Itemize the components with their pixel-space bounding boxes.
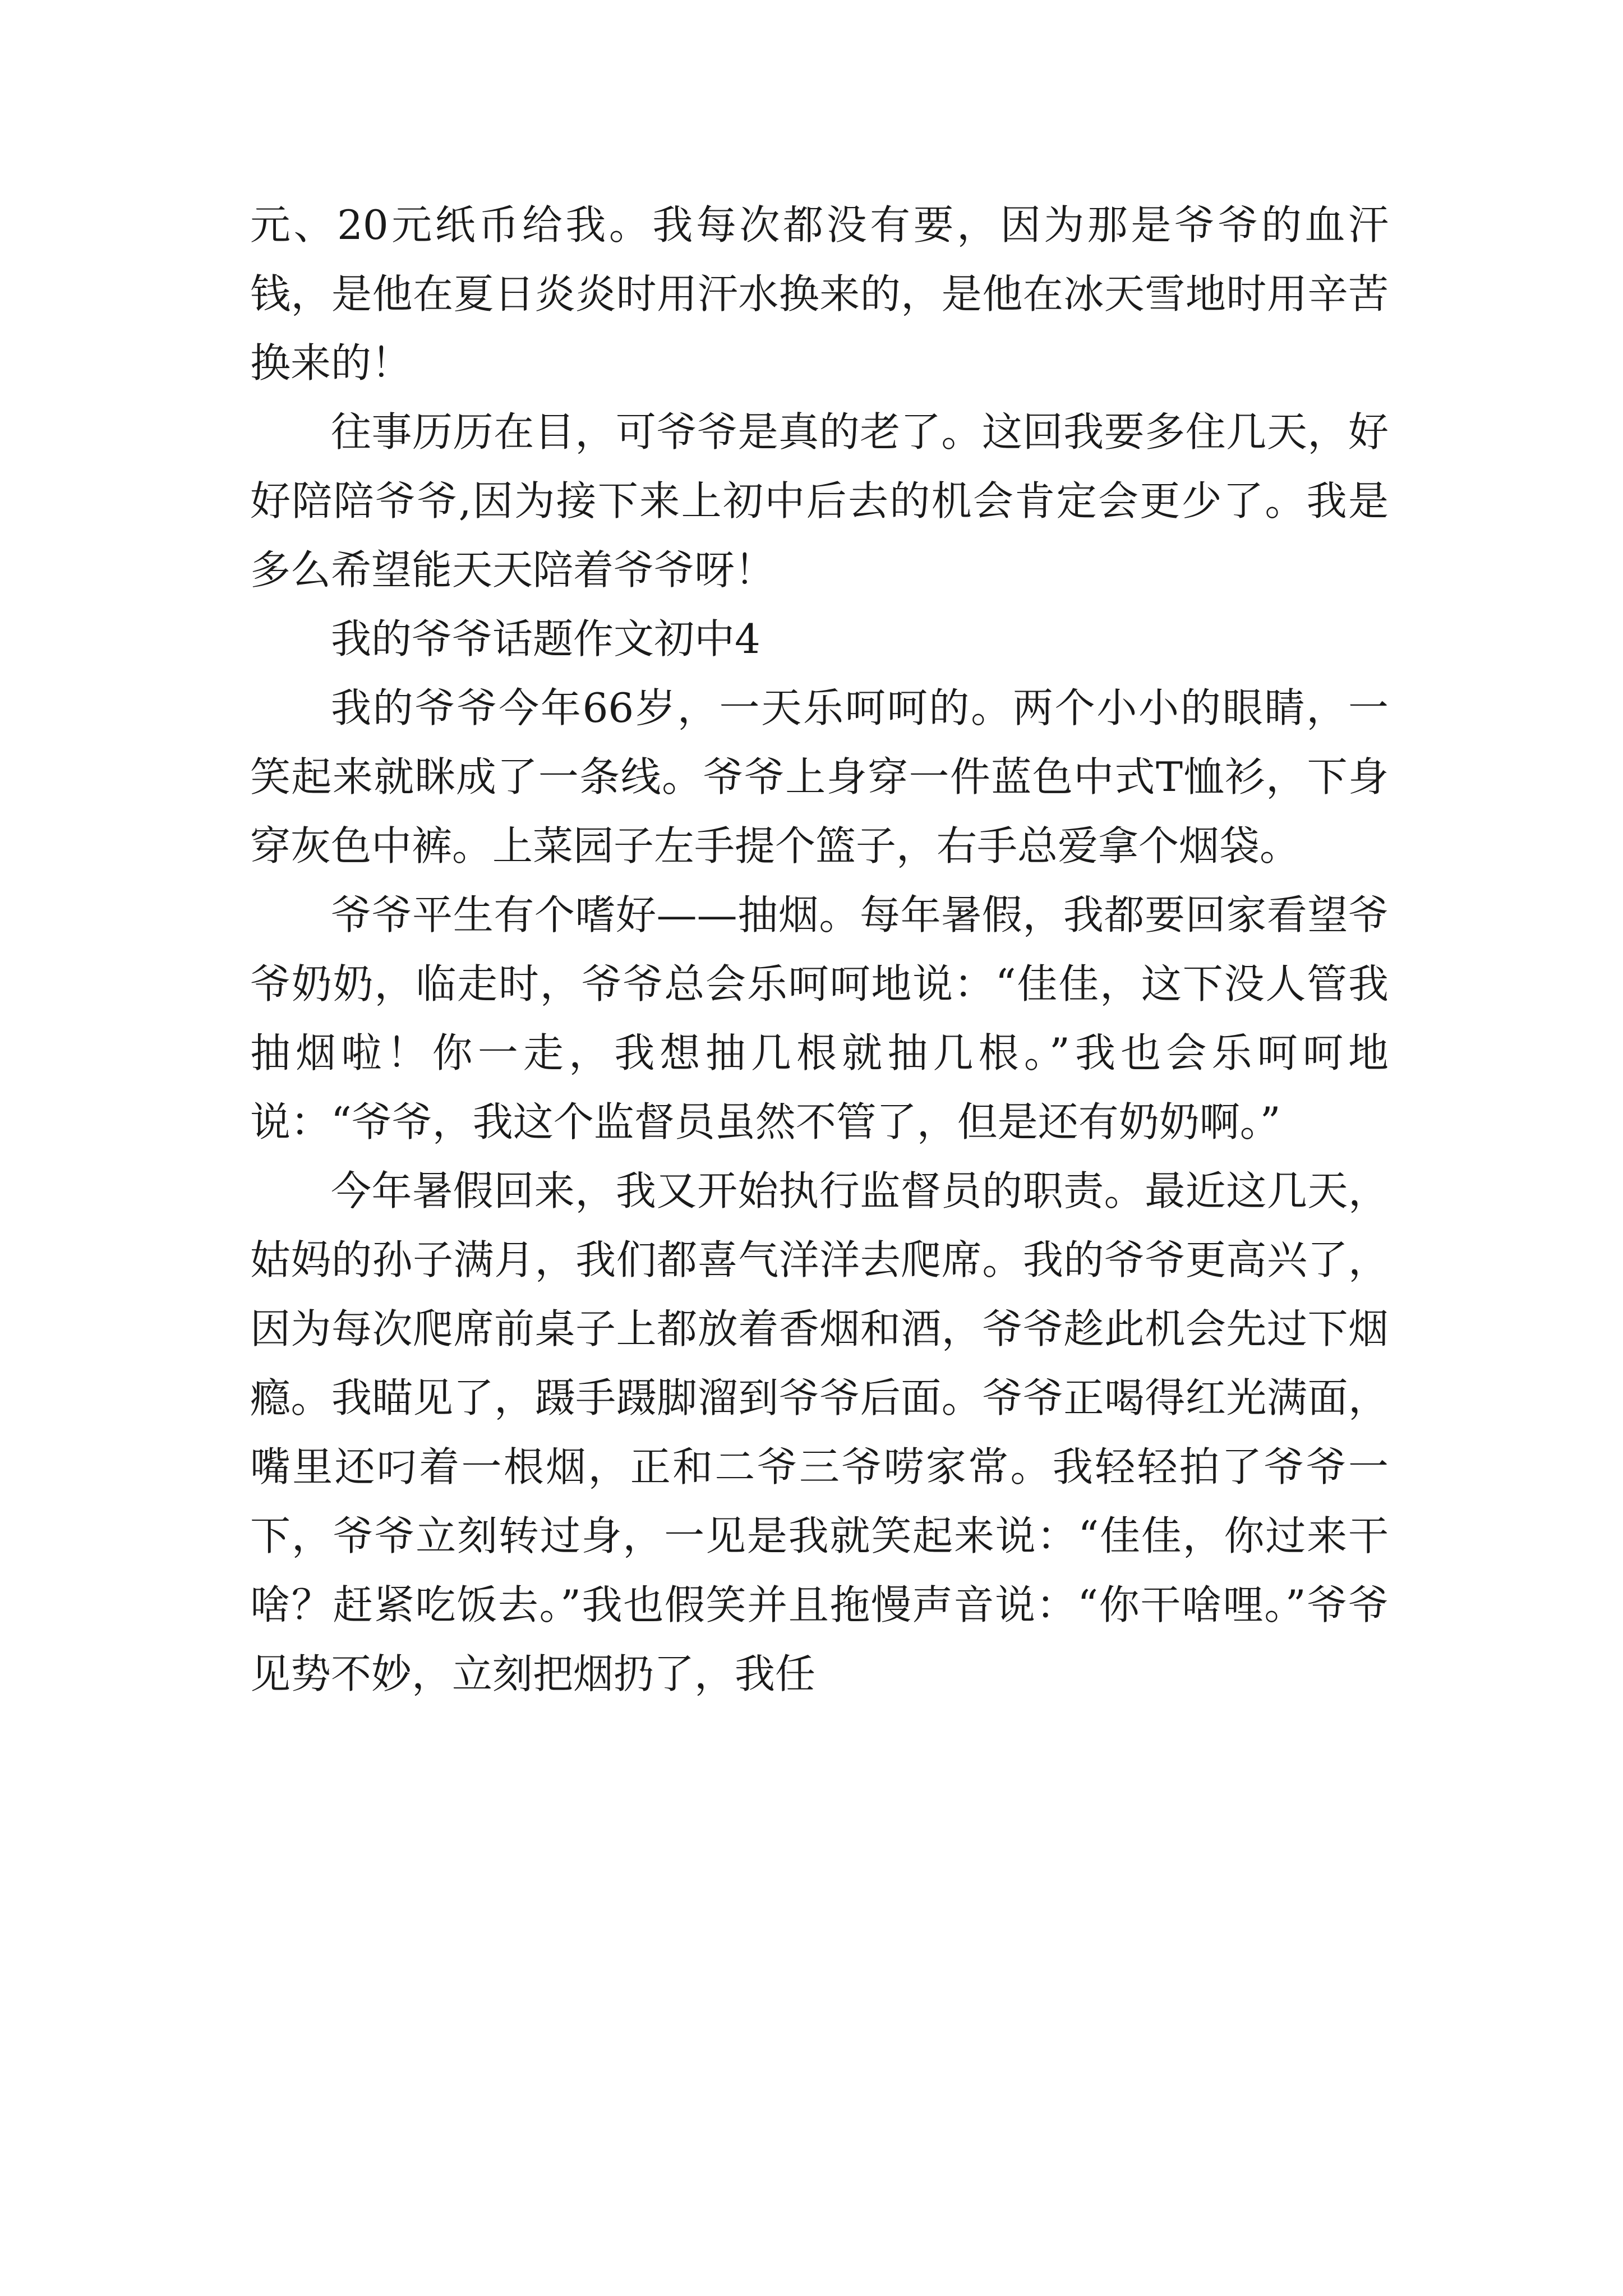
paragraph-4: 爷爷平生有个嗜好——抽烟。每年暑假，我都要回家看望爷爷奶奶，临走时，爷爷总会乐呵呵地说：“佳佳，这下没人管我抽烟啦！你一走，我想抽几根就抽几根。”我也会乐呵呵地说：“爷爷，我这个监督员虽然不管了，但是还有奶奶啊。” — [250, 891, 1389, 1145]
paragraph-3: 我的爷爷今年66岁，一天乐呵呵的。两个小小的眼睛，一笑起来就眯成了一条线。爷爷上身穿一件蓝色中式T恤衫，下身穿灰色中裤。上菜园子左手提个篮子，右手总爱拿个烟袋。 — [250, 684, 1389, 869]
paragraph-1: 元、20元纸币给我。我每次都没有要，因为那是爷爷的血汗钱，是他在夏日炎炎时用汗水换来的，是他在冰天雪地时用辛苦换来的！ — [250, 201, 1389, 386]
paragraph-5: 今年暑假回来，我又开始执行监督员的职责。最近这几天，姑妈的孙子满月，我们都喜气洋洋去爬席。我的爷爷更高兴了，因为每次爬席前桌子上都放着香烟和酒，爷爷趁此机会先过下烟瘾。我瞄见了，蹑手蹑脚溜到爷爷后面。爷爷正喝得红光满面，嘴里还叼着一根烟，正和二爷三爷唠家常。我轻轻拍了爷爷一下，爷爷立刻转过身，一见是我就笑起来说：“佳佳，你过来干啥？赶紧吃饭去。”我也假笑并且拖慢声音说：“你干啥哩。”爷爷见势不妙，立刻把烟扔了，我任 — [250, 1167, 1389, 1697]
document-body — [250, 191, 1389, 1709]
paragraph-2: 往事历历在目，可爷爷是真的老了。这回我要多住几天，好好陪陪爷爷,因为接下来上初中后去的机会肯定会更少了。我是多么希望能天天陪着爷爷呀！ — [250, 408, 1389, 593]
section-heading: 我的爷爷话题作文初中4 — [331, 615, 760, 662]
